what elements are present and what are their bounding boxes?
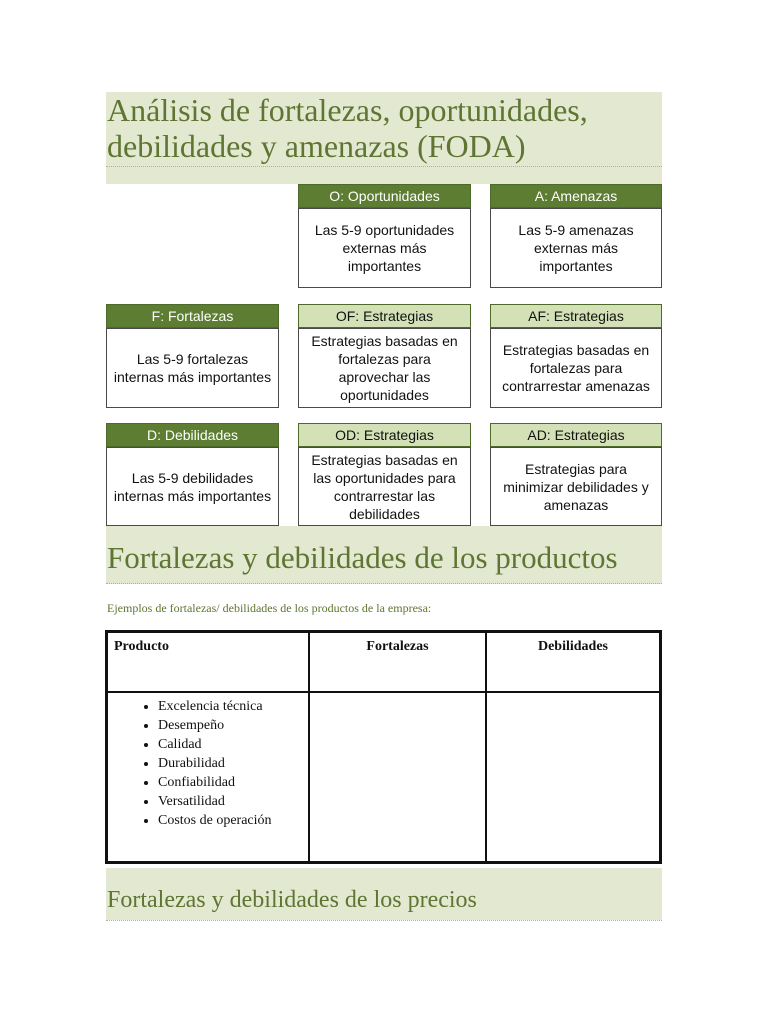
section2-title: Fortalezas y debilidades de los productos [107, 540, 618, 575]
foda-a-header: A: Amenazas [490, 184, 662, 208]
foda-a-text: Las 5-9 amenazas externas más importantes [490, 208, 662, 288]
section1-title-line1: Análisis de fortalezas, oportunidades, [107, 92, 588, 128]
foda-f-header: F: Fortalezas [106, 304, 279, 328]
list-item: • Versatilidad [158, 792, 304, 811]
list-item: • Confiabilidad [158, 773, 304, 792]
foda-od-header: OD: Estrategias [298, 423, 471, 447]
table-cell-debilidades [486, 692, 660, 862]
foda-d-text: Las 5-9 debilidades internas más importantes [106, 447, 279, 526]
foda-of-text: Estrategias basadas en fortalezas para aprovechar las oportunidades [298, 328, 471, 408]
foda-f-text: Las 5-9 fortalezas internas más importantes [106, 328, 279, 408]
foda-ad-text: Estrategias para minimizar debilidades y amenazas [490, 447, 662, 526]
list-item: • Durabilidad [158, 754, 304, 773]
section1-title [107, 92, 588, 164]
foda-af-header: AF: Estrategias [490, 304, 662, 328]
table-cell-producto [107, 692, 309, 862]
foda-o-header: O: Oportunidades [298, 184, 471, 208]
table-header-row [107, 632, 660, 692]
section1-title-line2: debilidades y amenazas (FODA) [107, 128, 526, 164]
foda-of-header: OF: Estrategias [298, 304, 471, 328]
section3-title: Fortalezas y debilidades de los precios [107, 887, 477, 913]
foda-od-text: Estrategias basadas en las oportunidades para contrarrestar las debilidades [298, 447, 471, 526]
foda-o-text: Las 5-9 oportunidades externas más importantes [298, 208, 471, 288]
section2-subtitle: Ejemplos de fortalezas/ debilidades de los productos de la empresa: [107, 601, 432, 615]
products-table [105, 630, 662, 864]
section1-rule [106, 166, 662, 167]
foda-ad-header: AD: Estrategias [490, 423, 662, 447]
table-row [107, 692, 660, 862]
list-item: • Calidad [158, 735, 304, 754]
section2-rule [106, 583, 662, 584]
list-item: • Desempeño [158, 716, 304, 735]
table-cell-fortalezas [309, 692, 486, 862]
foda-d-header: D: Debilidades [106, 423, 279, 447]
section3-rule [106, 920, 662, 921]
list-item: • Costos de operación [158, 811, 304, 830]
table-header-producto: Producto [107, 632, 309, 692]
product-feature-list [112, 697, 304, 830]
table-header-fortalezas: Fortalezas [309, 632, 486, 692]
foda-af-text: Estrategias basadas en fortalezas para contrarrestar amenazas [490, 328, 662, 408]
list-item: • Excelencia técnica [158, 697, 304, 716]
table-header-debilidades: Debilidades [486, 632, 660, 692]
